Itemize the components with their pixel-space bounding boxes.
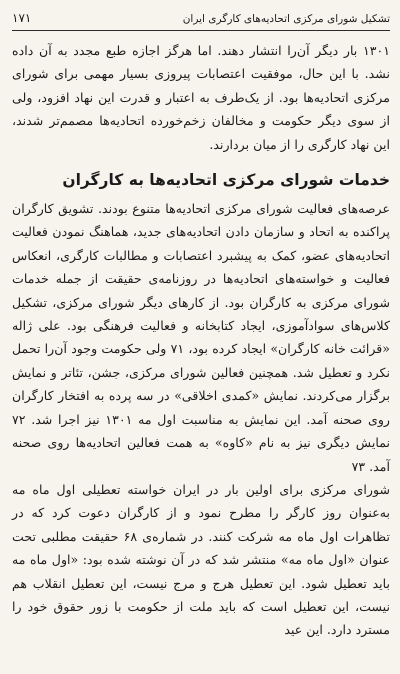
section-paragraph-2: شورای مرکزی برای اولین بار در ایران خواسته تعطیلی اول ماه مه به‌عنوان روز کارگر را مطرح نمود و از کارگران دعوت کرد که در تظاهرات اول ماه مه شرکت کنند. در شماره‌ی ۶۸ حقیقت مطلبی تحت عنوان «اول ماه مه» منتشر شد که در آن نوشته شده بود: «اول ماه مه باید تعطیل شود. این تعطیل هرج و مرج نیست، این تعطیل انقلاب هم نیست، این تعطیل است که باید ملت از حکومت با زور حقوق خود را مسترد دارد. این عید bbox=[12, 481, 390, 638]
running-header bbox=[12, 8, 390, 28]
header-rule bbox=[12, 30, 390, 31]
intro-paragraph: ۱۳۰۱ بار دیگر آن‌را انتشار دهند. اما هرگز اجازه طبع مجدد به آن داده نشد. با این حال، موفقیت اعتصابات پیروزی بسیار مهمی برای شورای مرکزی اتحادیه‌ها بود. از یک‌طرف به اعتبار و قدرت این نهاد افزود، ولی از سوی دیگر حکومت و مخالفان زخم‌خورده اتحادیه‌ها مصمم‌تر شدند، این نهاد کارگری را از میان بردارند. bbox=[12, 43, 390, 152]
section-paragraph-1: عرصه‌های فعالیت شورای مرکزی اتحادیه‌ها متنوع بودند. تشویق کارگران پراکنده به اتحاد و سازمان دادن اتحادیه‌های جدید، هماهنگ نمودن فعالیت اتحادیه‌های عضو، کمک به پیشبرد اعتصابات و مطالبات کارگری، انعکاس فعالیت و خواسته‌های اتحادیه‌ها در روزنامه‌ی حقیقت از جمله خدمات شورای مرکزی به کارگران بود. از کارهای دیگر شورای مرکزی، تشکیل کلاس‌های سوادآموزی، ایجاد کتابخانه و فعالیت فرهنگی بود. علی ژاله «قرائت خانه کارگران» ایجاد کرده بود، ۷۱ ولی حکومت وجود آن‌را تحمل نکرد و تعطیل شد. همچنین فعالین شورای مرکزی، جشن، تئاتر و نمایش برگزار می‌کردند. نمایش «کمدی اخلاقی» در سه پرده به افتخار کارگران روی صحنه آمد. این نمایش به مناسبت اول مه ۱۳۰۱ نیز اجرا شد. ۷۲ نمایش دیگری نیز به نام «کاوه» به همت فعالین اتحادیه‌ها روی صحنه آمد. ۷۳ bbox=[12, 201, 390, 474]
section-heading: خدمات شورای مرکزی اتحادیه‌ها به کارگران bbox=[62, 171, 390, 190]
page-number: ۱۷۱ bbox=[12, 11, 32, 25]
running-title: تشکیل شورای مرکزی اتحادیه‌های کارگری ایران bbox=[182, 13, 390, 25]
